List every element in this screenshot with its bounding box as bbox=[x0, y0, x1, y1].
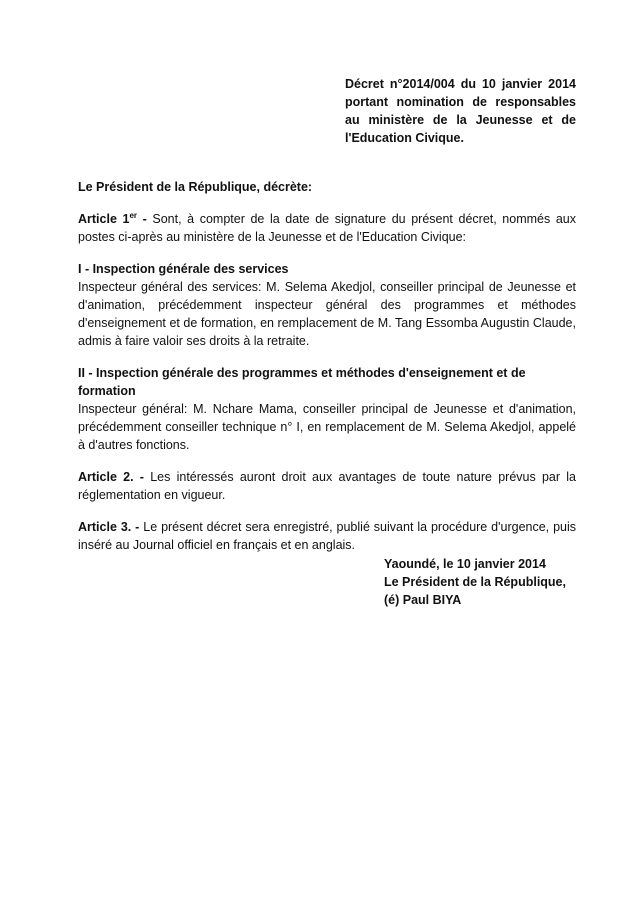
decree-title: Décret n°2014/004 du 10 janvier 2014 portant nomination de responsables au ministère de la Jeunesse et de l'Education Civique. bbox=[345, 77, 576, 145]
section-2-text: Inspecteur général: M. Nchare Mama, conseiller principal de Jeunesse et d'animation, précédemment conseiller technique n° I, en remplacement de M. Selema Akedjol, appelé à d'autres fonctions. bbox=[78, 402, 576, 452]
article-3 bbox=[78, 518, 576, 554]
article-1-label-sup: er bbox=[129, 210, 138, 220]
article-1-label-dash: - bbox=[137, 212, 153, 226]
section-1 bbox=[78, 260, 576, 350]
article-2-text: Les intéressés auront droit aux avantages de toute nature prévus par la réglementation en vigueur. bbox=[78, 470, 577, 502]
preamble: Le Président de la République, décrète: bbox=[78, 180, 313, 194]
article-1 bbox=[78, 210, 576, 246]
article-1-text: Sont, à compter de la date de signature du présent décret, nommés aux postes ci-après au ministère de la Jeunesse et de l'Education Civique: bbox=[78, 212, 576, 244]
section-2 bbox=[78, 364, 576, 454]
article-3-text: Le présent décret sera enregistré, publié suivant la procédure d'urgence, puis inséré au Journal officiel en français et en anglais. bbox=[78, 520, 576, 552]
signature-block bbox=[384, 555, 584, 609]
article-1-label: Article 1 bbox=[78, 212, 130, 226]
article-2-label: Article 2. - bbox=[78, 470, 144, 484]
decree-body bbox=[78, 178, 576, 568]
article-3-label: Article 3. - bbox=[78, 520, 140, 534]
article-2 bbox=[78, 468, 576, 504]
section-2-title: II - Inspection générale des programmes et méthodes d'enseignement et de formation bbox=[78, 366, 526, 398]
signature-place-date: Yaoundé, le 10 janvier 2014 bbox=[384, 557, 546, 571]
signature-name: (é) Paul BIYA bbox=[384, 593, 462, 607]
section-1-title: I - Inspection générale des services bbox=[78, 262, 289, 276]
signature-role: Le Président de la République, bbox=[384, 575, 566, 589]
section-1-text: Inspecteur général des services: M. Selema Akedjol, conseiller principal de Jeunesse et d'animation, précédemment inspecteur général des programmes et méthodes d'enseignement et de formation, en remplacement de M. Tang Essomba Augustin Claude, admis à faire valoir ses droits à la retraite. bbox=[78, 280, 576, 348]
